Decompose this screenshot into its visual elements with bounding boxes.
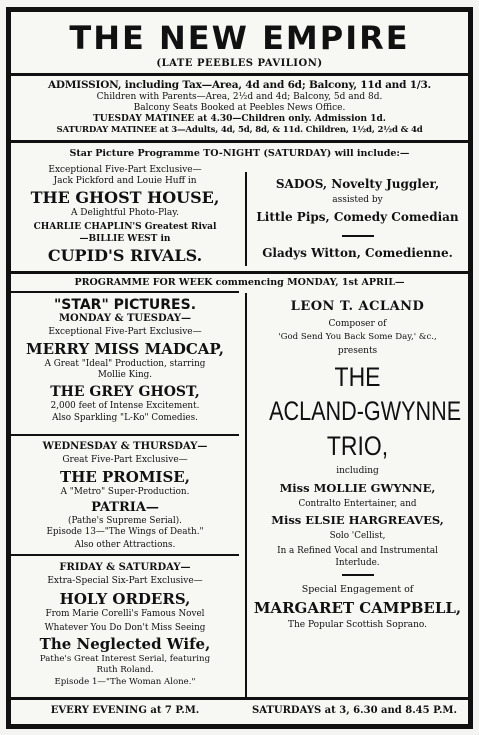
performer-name: MARGARET CAMPBELL, [253,599,462,617]
week-heading: PROGRAMME FOR WEEK commencing MONDAY, 1st APRIL— [74,277,405,288]
trio-name: ACLAND-GWYNNE [269,396,462,426]
friday-programme [11,556,239,696]
divider [11,271,468,274]
performer-role: Solo 'Cellist, [329,531,386,541]
page-title: THE NEW EMPIRE [69,19,410,57]
feature-description: 2,000 feet of Intense Excitement. [50,401,200,411]
tonight-heading: Star Picture Programme TO-NIGHT (SATURDAY) will include:— [69,148,410,159]
saturday-times: SATURDAYS at 3, 6.30 and 8.45 P.M. [252,705,457,716]
trio-name-the: THE [334,362,381,392]
composer-of: Composer of [328,319,387,329]
short-rule [342,235,374,237]
admission-prices: ADMISSION, including Tax—Area, 4d and 6d; Balcony, 11d and 1/3. [47,79,432,91]
exclusive-note: Great Five-Part Exclusive— [62,455,188,465]
serial-description: (Pathe's Supreme Serial). [68,516,182,526]
tuesday-matinee: TUESDAY MATINEE at 4.30—Children only. Admission 1d. [93,114,386,124]
assisted-by: assisted by [332,195,383,205]
evening-times: EVERY EVENING at 7 P.M. [50,705,200,716]
exclusive-note: Exceptional Five-Part Exclusive— [48,165,202,175]
star-name: Ruth Roland. [96,665,154,675]
episode-note: Episode 1—"The Woman Alone." [54,677,196,687]
presenter-name: LEON T. ACLAND [290,299,425,314]
exclusive-note: Exceptional Five-Part Exclusive— [48,327,202,337]
feature-title: HOLY ORDERS, [59,590,191,608]
song-title: 'God Send You Back Some Day,' &c., [278,332,437,342]
billie-west: —BILLIE WEST in [79,234,171,244]
exclusive-note: Extra-Special Six-Part Exclusive— [47,576,203,586]
performer-role: Contralto Entertainer, and [298,499,417,509]
performer-name: Miss ELSIE HARGREAVES, [271,513,444,527]
short-rule [342,574,374,576]
feature-title: MERRY MISS MADCAP, [25,340,224,358]
wednesday-programme [11,436,239,548]
cast-line: Jack Pickford and Louie Huff in [53,176,197,186]
comedienne: Gladys Witton, Comedienne. [262,246,453,260]
day-heading: FRIDAY & SATURDAY— [59,562,191,573]
juggler: SADOS, Novelty Juggler, [275,177,440,191]
special-engagement: Special Engagement of [301,584,414,595]
presents: presents [337,346,378,356]
act-description: In a Refined Vocal and Instrumental [277,546,438,556]
feature-title: THE GHOST HOUSE, [30,188,220,207]
divider [11,73,468,76]
trio-name-trio: TRIO, [326,431,389,461]
page-subtitle: (LATE PEEBLES PAVILION) [156,58,323,69]
acland-gwynne-trio [247,293,468,697]
dont-miss: Whatever You Do Don't Miss Seeing [44,623,206,633]
serial-description: Pathe's Great Interest Serial, featuring [39,654,211,664]
monday-programme [11,293,239,433]
performer-name: Miss MOLLIE GWYNNE, [279,481,436,495]
performer-role: The Popular Scottish Soprano. [287,620,427,630]
tonight-pictures [11,162,239,268]
booking-note: Balcony Seats Booked at Peebles News Office. [133,103,346,113]
day-heading: WEDNESDAY & THURSDAY— [42,441,208,452]
cupids-rivals: CUPID'S RIVALS. [47,246,203,265]
act-description: Interlude. [335,558,380,568]
saturday-matinee: SATURDAY MATINEE at 3—Adults, 4d, 5d, 8d, & 11d. Children, 1½d, 2½d & 4d [56,125,423,135]
including: including [336,466,379,476]
feature-description: A "Metro" Super-Production. [60,487,190,497]
chaplin-rival: CHARLIE CHAPLIN'S Greatest Rival [33,222,217,232]
feature-description: A Great "Ideal" Production, starring [44,359,206,369]
episode-note: Episode 13—"The Wings of Death." [46,527,204,537]
advertisement-frame [6,7,473,729]
comedian: Little Pips, Comedy Comedian [256,210,459,224]
day-heading: MONDAY & TUESDAY— [58,313,192,324]
feature-description: A Delightful Photo-Play. [70,208,180,218]
feature-description: From Marie Corelli's Famous Novel [45,609,205,619]
serial-title: PATRIA— [91,500,159,515]
tonight-variety [247,162,468,268]
divider [11,697,468,700]
star-pictures: "STAR" PICTURES. [53,297,197,313]
other-attractions: Also other Attractions. [74,540,176,550]
feature-title: THE GREY GHOST, [50,384,200,400]
comedies-note: Also Sparkling "L-Ko" Comedies. [52,413,198,423]
feature-title: THE PROMISE, [60,468,190,486]
children-prices: Children with Parents—Area, 2½d and 4d; Balcony, 5d and 8d. [96,92,383,102]
star-name: Mollie King. [97,370,153,380]
serial-title: The Neglected Wife, [39,635,211,653]
divider [11,140,468,143]
